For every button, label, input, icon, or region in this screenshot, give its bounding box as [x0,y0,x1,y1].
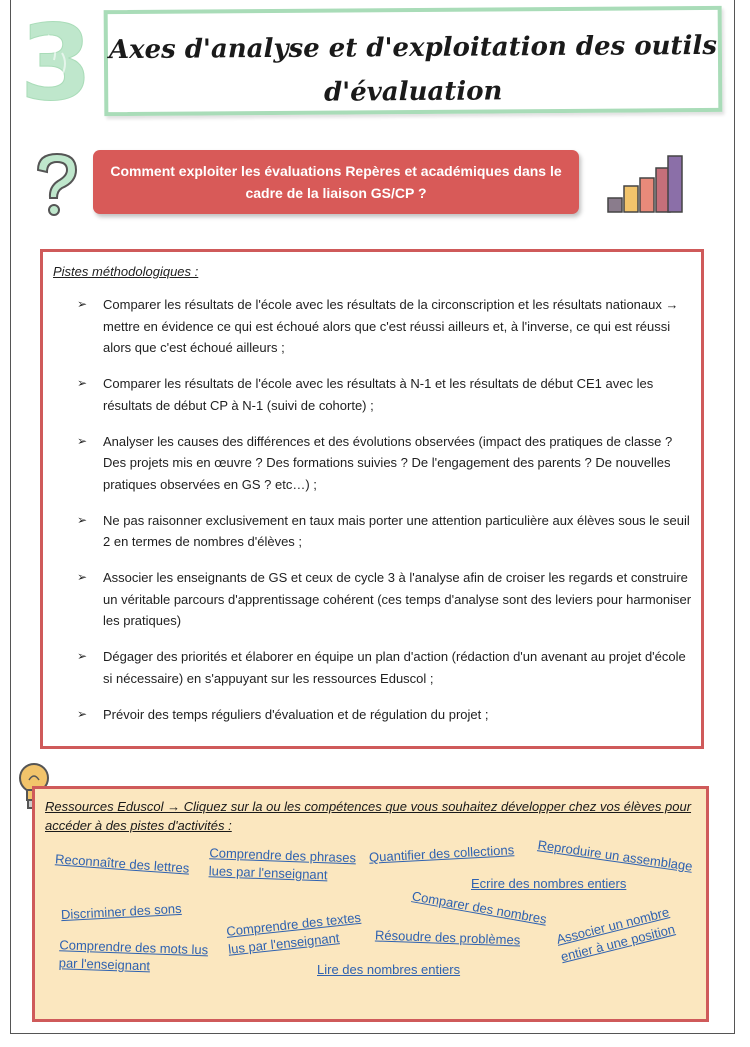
link-lire-nombres[interactable]: Lire des nombres entiers [317,962,461,977]
title-line-1: Axes d'analyse et d'exploitation des outils [108,30,718,66]
list-item-text: Dégager des priorités et élaborer en équipe un plan d'action (rédaction d'un avenant au projet d'école si nécessaire) en s'appuyant sur les ressources Eduscol ; [103,649,686,686]
list-item [77,704,697,726]
link-reconnaitre-lettres[interactable]: Reconnaître des lettres [54,851,190,876]
question-banner: Comment exploiter les évaluations Repères et académiques dans le cadre de la liaison GS/CP ? [93,150,579,214]
bullet-arrow-icon: ➢ [77,649,88,663]
bullet-arrow-icon: ➢ [77,706,88,721]
resources-box [32,786,709,1022]
question-mark-icon [30,150,84,218]
list-item-text: Comparer les résultats de l'école avec les résultats à N-1 et les résultats de début CE1 avec les résultats de début CP à N-1 (suivi de cohorte) ; [103,376,654,413]
list-item [77,373,697,416]
page-title [108,24,719,116]
title-line-2: d'évaluation [323,76,503,108]
list-item [77,646,697,689]
list-item [77,567,697,632]
list-item [77,431,697,496]
link-resoudre-problemes[interactable]: Résoudre des problèmes [374,927,521,948]
link-discriminer-sons[interactable]: Discriminer des sons [60,900,182,923]
section-number: 3 [20,5,93,105]
link-comprendre-phrases[interactable]: Comprendre des phrases lues par l'enseignant [208,845,357,883]
link-comprendre-mots[interactable]: Comprendre des mots lus par l'enseignant [58,937,209,974]
methods-list [77,294,697,740]
bullet-arrow-icon: ➢ [77,297,88,311]
title-box [104,6,723,116]
link-comparer-nombres[interactable]: Comparer des nombres [410,888,548,927]
list-item-text: Associer les enseignants de GS et ceux de cycle 3 à l'analyse afin de croiser les regards et construire un véritable parcours d'apprentissage cohérent (ces temps d'analyse sont des leviers pour harmoniser les pratiques) [103,570,692,628]
methods-box [40,249,704,749]
link-reproduire-assemblage[interactable]: Reproduire un assemblage [536,837,694,874]
bullet-arrow-icon: ➢ [77,376,88,390]
bullet-arrow-icon: ➢ [77,433,88,448]
list-item [77,510,697,553]
bullet-arrow-icon: ➢ [77,570,88,584]
list-item-text: Ne pas raisonner exclusivement en taux mais porter une attention particulière aux élèves sous le seuil 2 en termes de nombres d'élèves ; [103,512,690,549]
link-quantifier-collections[interactable]: Quantifier des collections [368,842,515,865]
list-item-text: Analyser les causes des différences et des évolutions observées (impact des pratiques de classe ? Des projets mis en œuvre ? Des formations suivies ? De l'engagement des parents ? De nouvelles pratiques observées en GS ? etc…) ; [103,433,673,492]
link-comprendre-textes[interactable]: Comprendre des textes lus par l'enseignant [225,909,362,957]
bullet-arrow-icon: ➢ [77,512,88,527]
list-item-text: Comparer les résultats de l'école avec les résultats de la circonscription et les résultats nationaux → mettre en évidence ce qui est échoué alors que c'est réussi ailleurs et, à l'inverse, ce qui est réussi alors que c'est échoué ailleurs ; [103,297,679,355]
methods-title: Pistes méthodologiques : [53,264,199,279]
list-item-text: Prévoir des temps réguliers d'évaluation et de régulation du projet ; [103,706,489,722]
resources-intro: Ressources Eduscol → Cliquez sur la ou les compétences que vous souhaitez développer chez vos élèves pour accéder à des pistes d'activités : [45,799,692,833]
bar-chart-icon [604,152,686,214]
section-number-graphic [18,5,98,105]
link-associer-nombre[interactable]: Associer un nombre entier à une position [554,904,677,965]
link-ecrire-nombres[interactable]: Ecrire des nombres entiers [471,876,627,891]
list-item [77,294,697,359]
